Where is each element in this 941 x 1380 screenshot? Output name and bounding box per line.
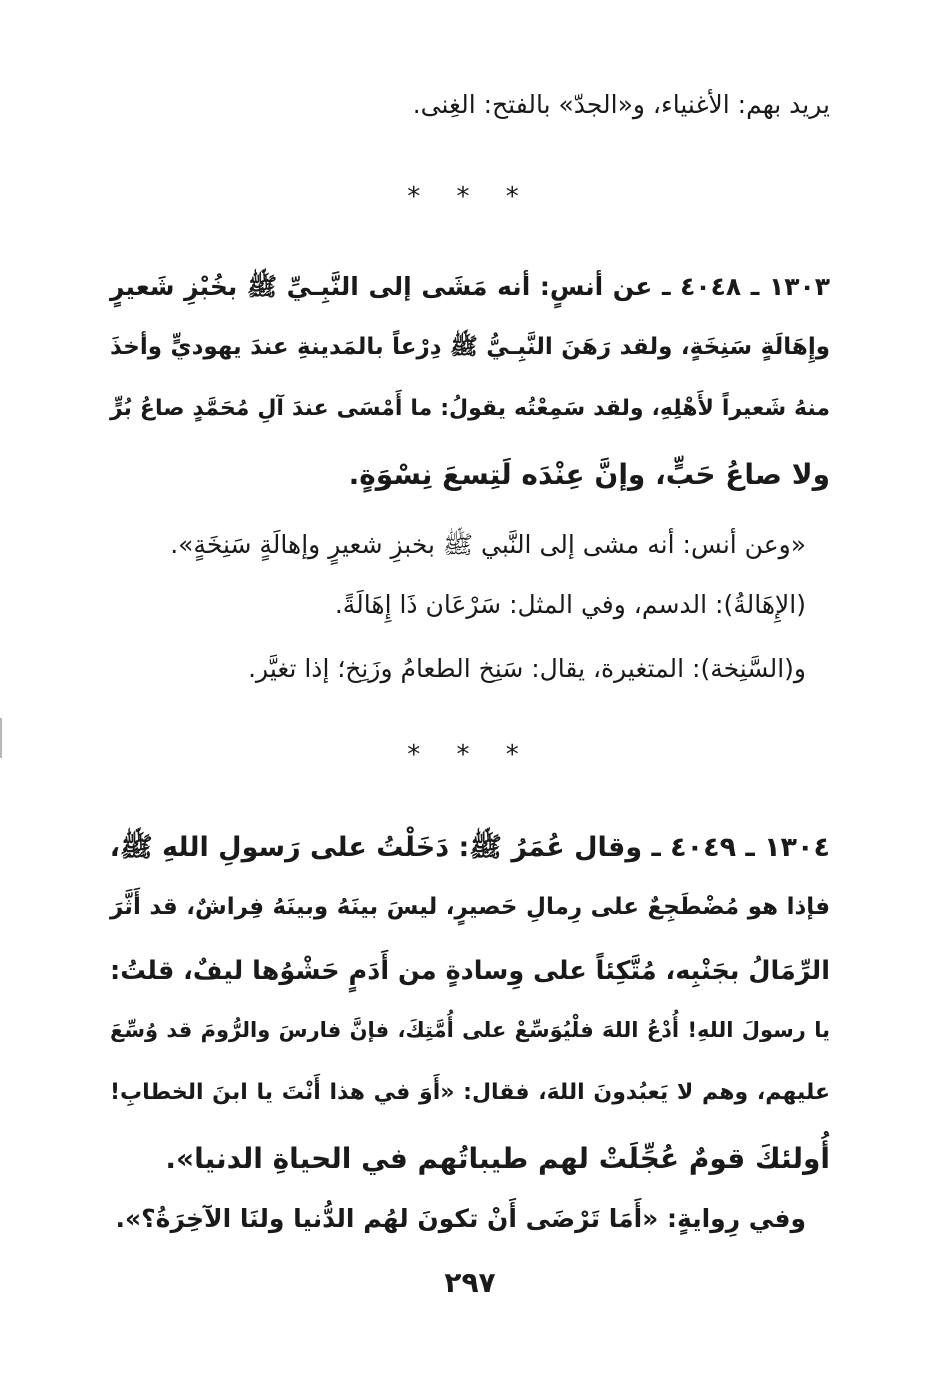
hadith-1304-line: ١٣٠٤ ـ ٤٠٤٩ ـ وقال عُمَرُ ﷺ: دَخَلْتُ على رَسولِ اللهِ ﷺ، [109, 832, 830, 863]
section-divider: * * * [407, 182, 533, 212]
hadith-1303-line: وإِهَالَةٍ سَنِخَةٍ، ولقد رَهَنَ النَّبِـيُّ ﷺ دِرْعاً بالمَدينةِ عندَ يهوديٍّ وأخذَ [110, 334, 830, 360]
hadith-1304-line: يا رسولَ اللهِ! أُدْعُ اللهَ فلْيُوَسِّعْ على أُمَّتِكَ، فإنَّ فارسَ والرُّومَ قد وُسِّعَ [110, 1018, 830, 1042]
hadith-1303-line: منهُ شَعيراً لأَهْلِهِ، ولقد سَمِعْتُه يقولُ: ما أَمْسَى عندَ آلِ مُحَمَّدٍ صاعُ بُرٍّ [110, 396, 830, 421]
commentary-line: و(السَّنِخة): المتغيرة، يقال: سَنِخ الطعامُ وزَنِخ؛ إذا تغيَّر. [248, 654, 806, 683]
section-divider: * * * [407, 740, 533, 770]
page-number: ٢٩٧ [444, 1266, 496, 1299]
hadith-1304-line: عليهم، وهم لا يَعبُدونَ اللهَ، فقال: «أَوَ في هذا أَنْتَ يا ابنَ الخطابِ! [110, 1080, 830, 1105]
commentary-line: (الإِهَالةُ): الدسم، وفي المثل: سَرْعَان ذَا إِهَالَةً. [334, 590, 806, 619]
scan-edge-mark [0, 718, 2, 758]
commentary-line: «وعن أنس: أنه مشى إلى النَّبي ﷺ بخبزِ شعيرٍ وإهالَةٍ سَنِخَةٍ». [170, 530, 806, 559]
hadith-1303-line: ١٣٠٣ ـ ٤٠٤٨ ـ عن أنسٍ: أنه مَشَى إلى النَّبِـيِّ ﷺ بخُبْزِ شَعيرٍ [110, 272, 830, 301]
hadith-1304-line: فإذا هو مُضْطَجِعٌ على رِمالِ حَصيرٍ، ليسَ بينَهُ وبينَهُ فِراشٌ، قد أَثَّرَ [110, 894, 830, 920]
hadith-1304-line: أُولئكَ قومٌ عُجِّلَتْ لهم طيباتُهم في الحياةِ الدنيا». [165, 1142, 830, 1175]
hadith-1304-line: الرِّمَالُ بجَنْبِه، مُتَّكِئاً على وِسادةٍ من أَدَمٍ حَشْوُها ليفٌ، قلتُ: [110, 956, 830, 986]
hadith-1303-line: ولا صاعُ حَبٍّ، وإنَّ عِنْدَه لَتِسعَ نِسْوَةٍ. [348, 458, 830, 491]
intro-text: يريد بهم: الأغنياء، و«الجدّ» بالفتح: الغِنى. [412, 90, 830, 119]
hadith-1304-riwaya: وفي رِوايةٍ: «أَمَا تَرْضَى أَنْ تكونَ لهُم الدُّنيا ولنَا الآخِرَةُ؟». [115, 1204, 806, 1233]
